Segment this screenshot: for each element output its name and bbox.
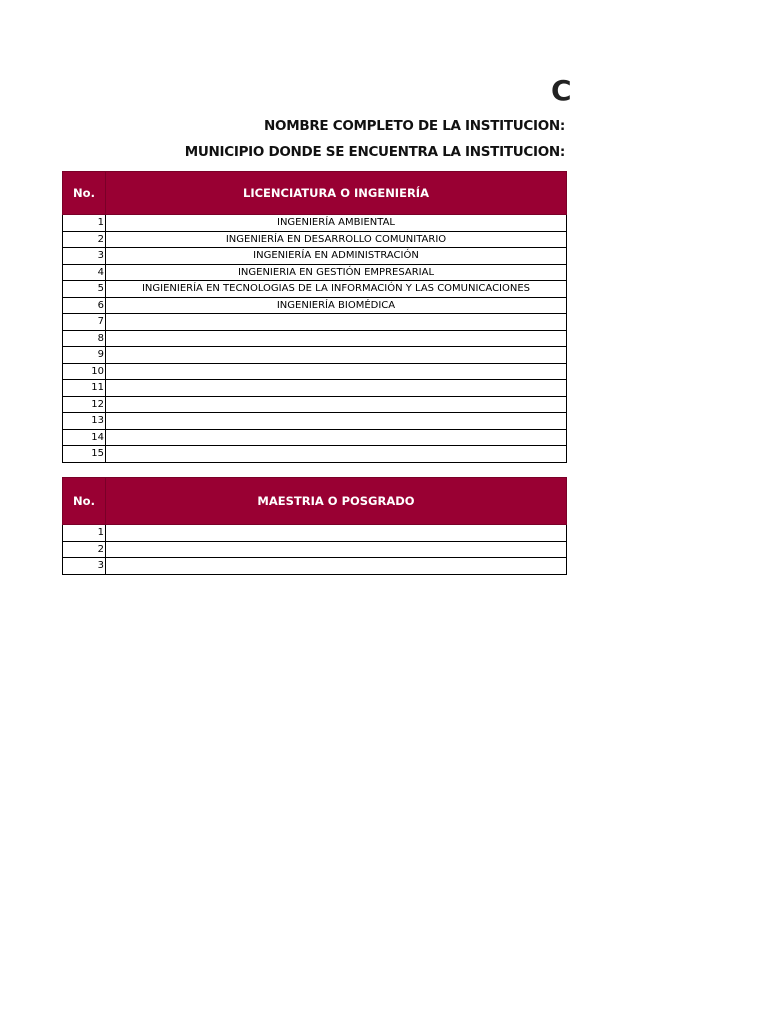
row-number-cell[interactable]: 14: [63, 429, 106, 446]
column-header-no: No.: [63, 478, 106, 525]
program-cell[interactable]: [106, 363, 567, 380]
row-number-cell[interactable]: 3: [63, 558, 106, 575]
institution-name-label: NOMBRE COMPLETO DE LA INSTITUCION:: [264, 118, 565, 134]
row-number-cell[interactable]: 15: [63, 446, 106, 463]
row-number-cell[interactable]: 4: [63, 264, 106, 281]
row-number-cell[interactable]: 7: [63, 314, 106, 331]
row-number-cell[interactable]: 9: [63, 347, 106, 364]
table-row: [63, 396, 567, 413]
program-cell[interactable]: INGENIERÍA EN DESARROLLO COMUNITARIO: [106, 231, 567, 248]
program-cell[interactable]: [106, 429, 567, 446]
program-cell[interactable]: INGENIERIA EN GESTIÓN EMPRESARIAL: [106, 264, 567, 281]
row-number-cell[interactable]: 1: [63, 215, 106, 232]
table-row: [63, 264, 567, 281]
table-row: [63, 446, 567, 463]
row-number-cell[interactable]: 10: [63, 363, 106, 380]
program-cell[interactable]: INGENIERÍA EN ADMINISTRACIÓN: [106, 248, 567, 265]
program-cell[interactable]: [106, 558, 567, 575]
program-cell[interactable]: [106, 541, 567, 558]
table-row: [63, 281, 567, 298]
program-cell[interactable]: [106, 330, 567, 347]
row-number-cell[interactable]: 1: [63, 525, 106, 542]
column-header-licenciatura: LICENCIATURA O INGENIERÍA: [106, 172, 567, 215]
table-row: [63, 314, 567, 331]
table-row: [63, 541, 567, 558]
program-cell[interactable]: INGENIERÍA AMBIENTAL: [106, 215, 567, 232]
row-number-cell[interactable]: 3: [63, 248, 106, 265]
table-row: [63, 413, 567, 430]
row-number-cell[interactable]: 12: [63, 396, 106, 413]
table-row: [63, 558, 567, 575]
table-row: [63, 231, 567, 248]
municipality-label: MUNICIPIO DONDE SE ENCUENTRA LA INSTITUCION:: [184, 144, 565, 160]
row-number-cell[interactable]: 11: [63, 380, 106, 397]
program-cell[interactable]: [106, 413, 567, 430]
table-row: [63, 297, 567, 314]
licenciatura-table: [62, 171, 567, 463]
document-title-fragment: C: [551, 74, 572, 107]
program-cell[interactable]: [106, 525, 567, 542]
table-row: [63, 215, 567, 232]
table-row: [63, 330, 567, 347]
table-row: [63, 363, 567, 380]
program-cell[interactable]: INGIENIERÍA EN TECNOLOGIAS DE LA INFORMACIÓN Y LAS COMUNICACIONES: [106, 281, 567, 298]
table-row: [63, 347, 567, 364]
maestria-table: [62, 477, 567, 575]
program-cell[interactable]: [106, 446, 567, 463]
table-row: [63, 380, 567, 397]
program-cell[interactable]: [106, 396, 567, 413]
program-cell[interactable]: [106, 314, 567, 331]
table-header-row: [63, 478, 567, 525]
program-cell[interactable]: [106, 347, 567, 364]
column-header-no: No.: [63, 172, 106, 215]
table-row: [63, 429, 567, 446]
table-row: [63, 525, 567, 542]
program-cell[interactable]: INGENIERÍA BIOMÉDICA: [106, 297, 567, 314]
row-number-cell[interactable]: 8: [63, 330, 106, 347]
column-header-maestria: MAESTRIA O POSGRADO: [106, 478, 567, 525]
table-header-row: [63, 172, 567, 215]
row-number-cell[interactable]: 13: [63, 413, 106, 430]
table-row: [63, 248, 567, 265]
program-cell[interactable]: [106, 380, 567, 397]
row-number-cell[interactable]: 6: [63, 297, 106, 314]
row-number-cell[interactable]: 2: [63, 541, 106, 558]
row-number-cell[interactable]: 5: [63, 281, 106, 298]
row-number-cell[interactable]: 2: [63, 231, 106, 248]
